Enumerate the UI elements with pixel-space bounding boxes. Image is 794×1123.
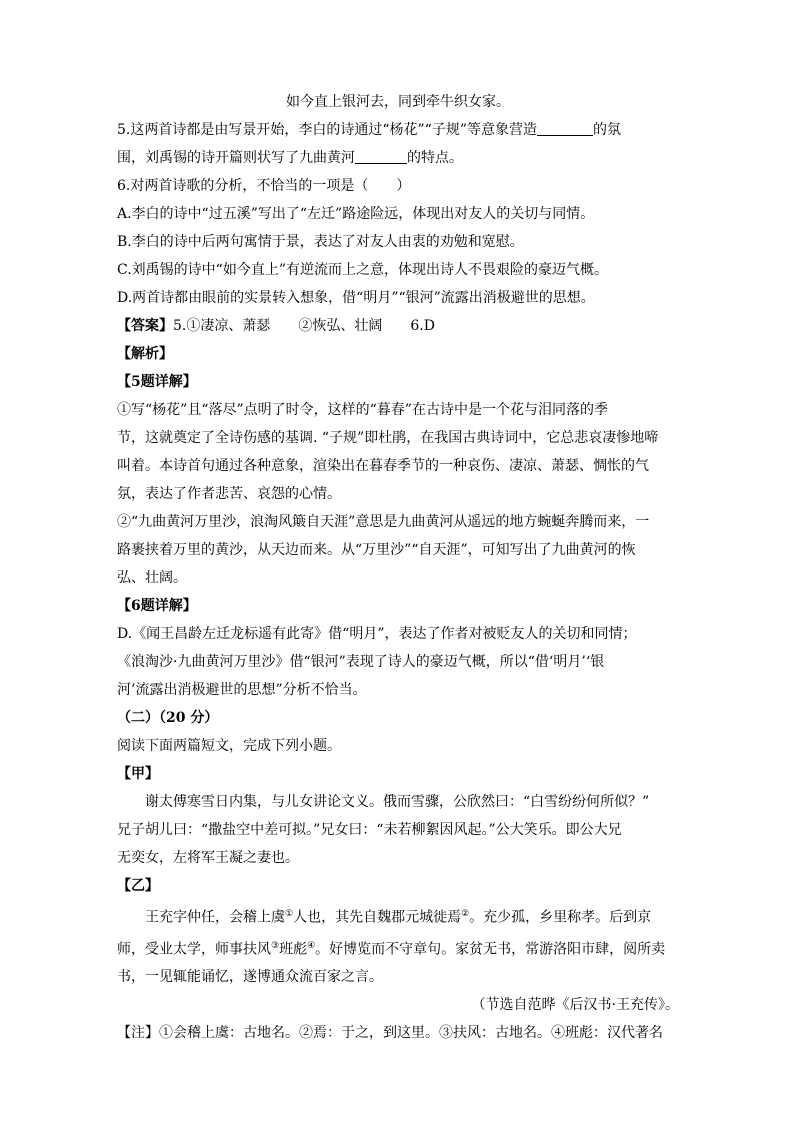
yi-text: 。充少孤，乡里称孝。后到京 — [469, 909, 652, 926]
q5-detail-p1-line: 氛，表达了作者悲苦、哀怨的心情。 — [117, 486, 341, 502]
q6-option-d: D.两首诗都由眼前的实景转入想象，借“明月”“银河”流露出消极避世的思想。 — [117, 290, 595, 306]
question-5-line-2 — [117, 144, 679, 172]
footnote-marker: ④ — [307, 940, 316, 951]
q5-detail-label: 【5题详解】 — [117, 374, 197, 390]
footnote-marker: ① — [285, 909, 294, 919]
passage-yi-line-3: 书，一见辄能诵忆，遂博通众流百家之言。 — [117, 969, 383, 986]
footnote-marker: ② — [461, 909, 470, 919]
q5-detail-p2-line: 路裹挟着万里的黄沙，从天边而来。从“万里沙”“自天涯”，可知写出了九曲黄河的恢 — [117, 542, 636, 558]
passage-yi-source: （节选自范晔《后汉书·王充传》。 — [471, 997, 679, 1014]
q5-detail-p2-line: ②“九曲黄河万里沙，浪淘风簸自天涯”意思是九曲黄河从遥远的地方蜿蜒奔腾而来，一 — [117, 514, 650, 530]
q6-option-c: C.刘禹锡的诗中“如今直上”有逆流而上之意，体现出诗人不畏艰险的豪迈气概。 — [117, 262, 608, 278]
passage-yi-label: 【乙】 — [117, 878, 159, 894]
answer-label: 【答案】 — [117, 318, 173, 334]
q6-detail-label: 【6题详解】 — [117, 598, 197, 614]
q6-detail-line: D.《闻王昌龄左迁龙标遥有此寄》借“明月”，表达了作者对被贬友人的关切和同情； — [117, 626, 637, 642]
yi-text: 师，受业太学，师事扶风 — [117, 941, 271, 958]
yi-text: 人也，其先自魏郡元城徙焉 — [293, 909, 462, 926]
passage-yi-note: 【注】①会稽上虞：古地名。②焉：于之，到这里。③扶风：古地名。④班彪：汉代著名 — [117, 1025, 663, 1042]
q5-text: 的氛 — [593, 122, 621, 138]
q5-detail-p2-line: 弘、壮阔。 — [117, 570, 187, 586]
q5-text: 围，刘禹锡的诗开篇则状写了九曲黄河 — [117, 150, 355, 166]
q6-detail-line: 河’流露出消极避世的思想”分析不恰当。 — [117, 682, 367, 698]
passage-yi-line-2 — [117, 932, 679, 964]
passage-jia-label: 【甲】 — [117, 766, 159, 782]
yi-text: 。好博览而不守章句。家贫无书，常游洛阳市肆，阅所卖 — [315, 941, 666, 958]
q5-detail-p1-line: ①写“杨花”且“落尽”点明了时令，这样的“暮春”在古诗中是一个花与泪同落的季 — [117, 402, 608, 418]
document-content — [117, 88, 679, 1047]
question-6-stem: 6.对两首诗歌的分析，不恰当的一项是（ ） — [117, 178, 411, 194]
q6-option-a: A.李白的诗中“过五溪”写出了“左迁”路途险远，体现出对友人的关切与同情。 — [117, 206, 595, 222]
passage-yi-line-1 — [117, 900, 679, 932]
q5-detail-p1-line: 叫着。本诗首句通过各种意象，渲染出在暮春季节的一种哀伤、凄凉、萧瑟、惆怅的气 — [117, 458, 649, 474]
q5-text: 5.这两首诗都是由写景开始，李白的诗通过“杨花”“子规”等意象营造 — [117, 122, 537, 138]
passage-jia-line: 无奕女，左将军王凝之妻也。 — [117, 850, 299, 866]
answer-5-part-2: ②恢弘、壮阔 — [298, 318, 383, 334]
answer-6: 6.D — [410, 318, 435, 334]
answer-blank — [355, 149, 407, 164]
question-5-line-1 — [117, 116, 679, 144]
q6-detail-line: 《浪淘沙·九曲黄河万里沙》借“银河”表现了诗人的豪迈气概，所以“借‘明月’‘银 — [117, 654, 605, 670]
poem-last-line: 如今直上银河去，同到牵牛织女家。 — [286, 94, 510, 110]
analysis-label: 【解析】 — [117, 346, 173, 362]
yi-text: 王充字仲任，会稽上虞 — [145, 909, 285, 926]
answer-blank — [537, 121, 593, 136]
q5-detail-p1-line: 节，这就奠定了全诗伤感的基调. “子规”即杜鹃，在我国古典诗词中，它总悲哀凄惨地啼 — [117, 430, 659, 446]
passage-jia-line: 谢太傅寒雪日内集，与儿女讲论文义。俄而雪骤，公欣然曰：“白雪纷纷何所似？” — [145, 794, 650, 810]
section-2-instruction: 阅读下面两篇短文，完成下列小题。 — [117, 738, 341, 754]
q5-text: 的特点。 — [407, 150, 463, 166]
section-2-title: （二）（20 分） — [117, 710, 219, 726]
passage-jia-line: 兄子胡儿曰：“撒盐空中差可拟。”兄女曰：“未若柳絮因风起。”公大笑乐。即公大兄 — [117, 822, 622, 838]
footnote-marker: ③ — [271, 940, 280, 951]
answer-5-part-1: 5.①凄凉、萧瑟 — [173, 318, 271, 334]
answer-line — [117, 312, 679, 340]
q6-option-b: B.李白的诗中后两句寓情于景，表达了对友人由衷的劝勉和宽慰。 — [117, 234, 524, 250]
yi-text: 班彪 — [279, 941, 308, 958]
